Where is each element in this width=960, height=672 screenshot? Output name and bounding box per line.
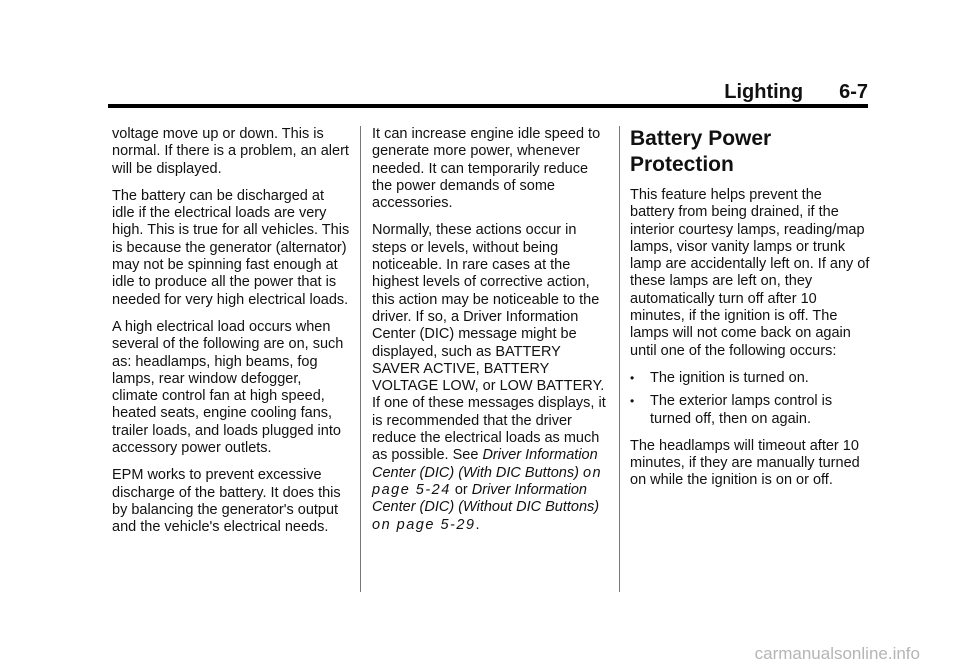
section-heading: Battery Power Protection xyxy=(630,127,772,176)
bullet-icon: • xyxy=(630,370,635,385)
period: . xyxy=(475,516,480,533)
column-1 xyxy=(112,126,350,547)
list-item-text: The exterior lamps control is turned off, then on again. xyxy=(650,393,833,427)
cross-reference-page[interactable]: on page 5-29 xyxy=(372,516,476,533)
column-3 xyxy=(630,126,870,500)
cross-reference-dic-with-buttons[interactable]: Driver Information Center (DIC) (With DIC Buttons) xyxy=(372,447,598,481)
list-item-text: The ignition is turned on. xyxy=(650,369,809,386)
conjunction: or xyxy=(450,481,472,498)
cross-reference-page[interactable]: on page 5-24 xyxy=(372,464,603,498)
paragraph: The battery can be discharged at idle if the electrical loads are very high. This is true for all vehicles. This is because the generator (alternator) may not be spinning fast enough at idle to produce all the power that is needed for very high electrical loads. xyxy=(112,187,350,308)
paragraph: This feature helps prevent the battery from being drained, if the interior courtesy lamps, reading/map lamps, visor vanity lamps or trunk lamp are accidentally left on. If any of these lamps are left on, they automatically turn off after 10 minutes, if the ignition is off. The lamps will not come back on again until one of the following occurs: xyxy=(630,187,870,359)
section-title: Lighting xyxy=(724,81,804,103)
watermark: carmanualsonline.info xyxy=(754,644,920,663)
bullet-icon: • xyxy=(630,394,635,409)
paragraph: A high electrical load occurs when several of the following are on, such as: headlamps, high beams, fog lamps, rear window defogger, climate control fan at high speed, heated seats, engine cooling fans, trailer loads, and loads plugged into accessory power outlets. xyxy=(112,318,344,457)
paragraph: voltage move up or down. This is normal. If there is a problem, an alert will be displayed. xyxy=(112,126,349,177)
paragraph-text: Normally, these actions occur in steps or levels, without being noticeable. In rare cases at the highest levels of corrective action, this action may be noticeable to the driver. If so, a Driver Information Center (DIC) message might be displayed, such as BATTERY SAVER ACTIVE, BATTERY VOLTAGE LOW, or LOW BATTERY. If one of these messages displays, it is recommended that the driver reduce the electrical loads as much as possible. See xyxy=(372,222,606,464)
paragraph xyxy=(372,222,610,533)
column-divider xyxy=(360,126,361,592)
column-2 xyxy=(372,126,610,544)
bullet-list xyxy=(630,370,870,428)
paragraph: The headlamps will timeout after 10 minutes, if they are manually turned on while the ignition is on or off. xyxy=(630,437,860,489)
header-rule xyxy=(108,104,868,108)
list-item xyxy=(630,370,870,387)
paragraph: EPM works to prevent excessive discharge of the battery. It does this by balancing the generator's output and the vehicle's electrical needs. xyxy=(112,467,341,536)
cross-reference-dic-without-buttons[interactable]: Driver Information Center (DIC) (Without DIC Buttons) xyxy=(372,481,600,516)
paragraph: It can increase engine idle speed to generate more power, whenever needed. It can temporarily reduce the power demands of some accessories. xyxy=(372,126,601,212)
page-number: 6-7 xyxy=(839,81,868,103)
column-divider xyxy=(619,126,620,592)
page-header xyxy=(724,78,868,106)
list-item xyxy=(630,393,870,428)
